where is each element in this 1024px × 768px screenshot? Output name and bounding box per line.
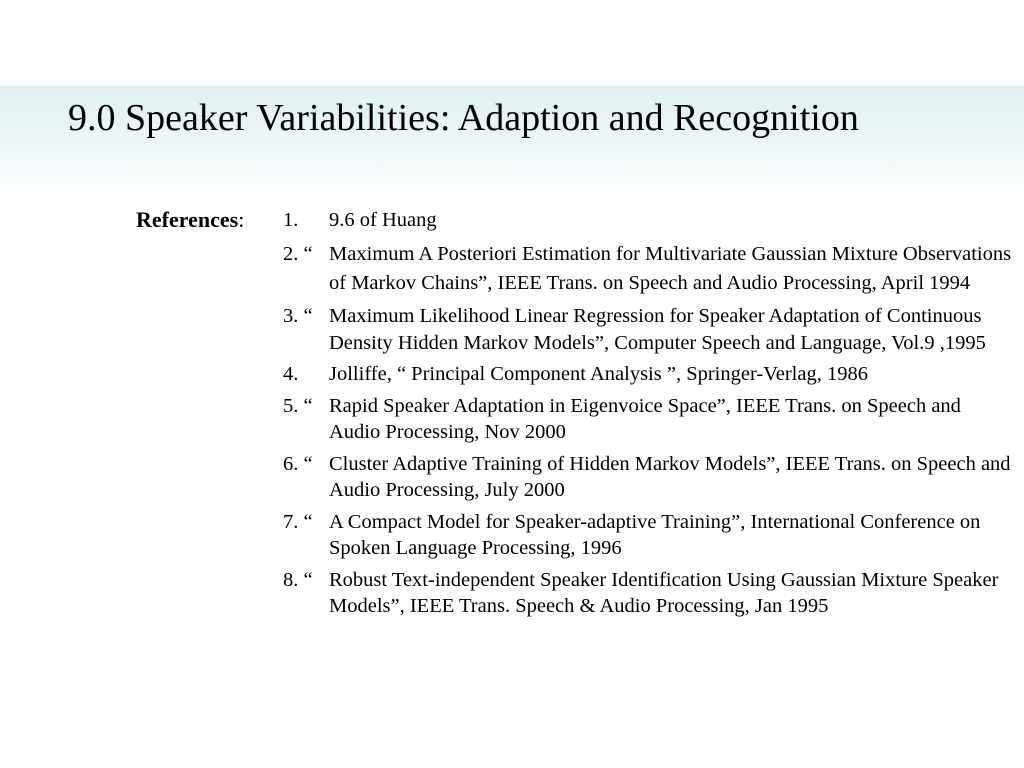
references-colon: :	[238, 207, 245, 232]
reference-text: Jolliffe, “ Principal Component Analysis ”, Springer-Verlag, 1986	[329, 363, 868, 385]
reference-number: 3. “	[283, 305, 313, 327]
reference-number: 1.	[283, 209, 299, 231]
reference-item-4	[283, 361, 1013, 388]
reference-item-5	[283, 393, 1013, 446]
references-label	[136, 205, 244, 235]
reference-text: Rapid Speaker Adaptation in Eigenvoice Space”, IEEE Trans. on Speech and Audio Processing, Nov 2000	[329, 394, 961, 443]
reference-text: Robust Text-independent Speaker Identification Using Gaussian Mixture Speaker Models”, IEEE Trans. Speech & Audio Processing, Jan 1995	[329, 568, 999, 617]
reference-number: 6. “	[283, 452, 313, 475]
reference-number: 7. “	[283, 510, 313, 533]
reference-number: 2. “	[283, 243, 313, 265]
reference-list	[283, 206, 1013, 625]
reference-text: Maximum A Posteriori Estimation for Multivariate Gaussian Mixture Observations of Markov Chains”, IEEE Trans. on Speech and Audio Processing, April 1994	[329, 243, 1012, 294]
reference-number: 8. “	[283, 568, 313, 591]
reference-text: A Compact Model for Speaker-adaptive Training”, International Conference on Spoken Language Processing, 1996	[329, 510, 981, 559]
references-heading: References	[136, 207, 239, 232]
reference-text: Cluster Adaptive Training of Hidden Markov Models”, IEEE Trans. on Speech and Audio Processing, July 2000	[329, 452, 1011, 501]
reference-item-6	[283, 451, 1013, 504]
reference-item-3	[283, 303, 1013, 356]
reference-item-2	[283, 240, 1013, 298]
reference-item-1	[283, 206, 1013, 235]
reference-number: 4.	[283, 363, 299, 385]
reference-item-8	[283, 567, 1013, 620]
reference-text: Maximum Likelihood Linear Regression for Speaker Adaptation of Continuous Density Hidden Markov Models”, Computer Speech and Language, Vol.9 ,1995	[329, 305, 986, 354]
slide-title: 9.0 Speaker Variabilities: Adaption and Recognition	[68, 97, 859, 139]
reference-item-7	[283, 509, 1013, 562]
reference-number: 5. “	[283, 394, 313, 417]
reference-text: 9.6 of Huang	[329, 209, 437, 231]
